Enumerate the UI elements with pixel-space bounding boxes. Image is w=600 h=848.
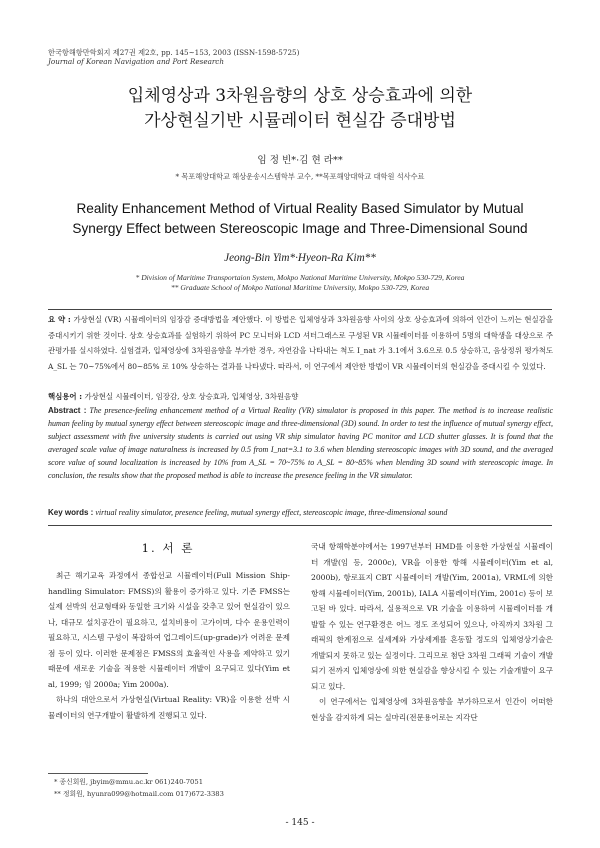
paragraph: 이 연구에서는 입체영상에 3차원음향을 부가하므로서 인간이 어떠한 현상을 감지하게 되는 실마리(전문용어로는 지각단 xyxy=(311,697,553,722)
affiliation-en-1: * Division of Maritime Transportaion System, Mokpo National Maritime University, Mokpo 530-729, Korea xyxy=(135,273,465,282)
keywords-ko-label: 핵심용어 : xyxy=(48,392,83,401)
abstract-en-text: The presence-feeling enhancement method of a Virtual Reality (VR) simulator is proposed in this paper. The method is to increase realistic human feeling by mutual synergy effect between stereoscopic image and three-dimensional (3D) sound. In order to test the influence of mutual synergy effect, subject assessment with five university students is carried out using VR ship simulator having PC monitor and LCD shutter glasses. It is found that the averaged scale value of image naturalness is increased by 0.5 from I_nat=3.1 to 3.6 when blending stereoscopic images with 3D sound, and the averaged score value of sound localization is increased by 10% from A_SL = 70~75% to A_SL = 80~85% when blending 3D sound with stereoscopic image. In conclusion, the results show that the proposed method is able to increase the presence feeling in the VR simulator. xyxy=(48,406,554,481)
abstract-ko xyxy=(48,312,553,374)
abstract-en xyxy=(48,404,553,483)
footnote-1: * 종신회원, jbyim@mmu.ac.kr 061)240-7051 xyxy=(54,778,204,786)
body-column-left xyxy=(48,568,290,723)
keywords-en-label: Key words : xyxy=(48,508,94,517)
title-en xyxy=(0,199,600,239)
authors-en: Jeong-Bin Yim*·Hyeon-Ra Kim** xyxy=(224,252,376,264)
journal-name-en: Journal of Korean Navigation and Port Research xyxy=(48,57,224,66)
affiliations-ko: * 목포해양대학교 해상운송시스템학부 교수, **목포해양대학교 대학원 석사수료 xyxy=(175,172,425,181)
paragraph: 최근 해기교육 과정에서 종합선교 시뮬레이터(Full Mission Ship-handling Simulator: FMSS)의 활용이 증가하고 있다. 기존 FMSS는 실제 선박의 선교형태와 동일한 크기와 시설을 갖추고 있어 현실감이 있으나, 대규모 설치공간이 필요하고, 설치비용이 고가이며, 다수 운용인력이 필요하고, 시스템 구성이 복잡하여 업그레이드(up-grade)가 어려운 문제점 등이 있다. 이러한 문제점은 FMSS의 효율적인 사용을 제약하고 있기 때문에 새로운 기술을 적용한 시뮬레이터 개발이 요구되고 있다(Yim et al, 1999; 임 2000a; Yim 2000a). xyxy=(48,571,290,689)
keywords-en xyxy=(48,508,553,517)
abstract-ko-text: 가상현실 (VR) 시뮬레이터의 임장감 증대방법을 제안했다. 이 방법은 입체영상과 3차원음향 사이의 상호 상승효과에 의하여 인간이 느끼는 현실감을 증대시키기 위한 것이다. 상호 상승효과를 실험하기 위하여 PC 모니터와 LCD 셔터그래스로 구성된 VR 시뮬레이터를 이용하여 5명의 대학생을 대상으로 주관평가를 실시하였다. 실험결과, 입체영상에 3차원음향을 부가한 경우, 자연감을 나타내는 척도 I_nat 가 3.1에서 3.6으로 0.5 상승하고, 음상정위 평가척도 A_SL 는 70~75%에서 80~85% 로 10% 상승하는 결과를 나타냈다. 따라서, 이 연구에서 제안한 방법이 VR 시뮬레이터의 현실감을 증대시킬 수 있었다. xyxy=(48,315,553,371)
title-ko-line2: 가상현실기반 시뮬레이터 현실감 증대방법 xyxy=(144,111,456,131)
divider-bottom xyxy=(48,525,552,526)
keywords-en-text: virtual reality simulator, presence feeling, mutual synergy effect, stereoscopic image, three-dimensional sound xyxy=(95,508,448,517)
journal-citation: 한국항해항만학회지 제27권 제2호, pp. 145~153, 2003 (ISSN-1598-5725) xyxy=(48,48,300,57)
title-en-line2: Synergy Effect between Stereoscopic Image and Three-Dimensional Sound xyxy=(72,221,528,236)
authors-ko: 임 정 빈*·김 현 라** xyxy=(257,155,343,166)
divider-top xyxy=(48,309,552,310)
abstract-en-label: Abstract : xyxy=(48,406,87,415)
page-number: - 145 - xyxy=(285,818,315,828)
section-heading-introduction: 1. 서 론 xyxy=(141,541,195,555)
footnote-rule xyxy=(48,773,148,774)
body-column-right xyxy=(311,539,553,725)
affiliation-en-2: ** Graduate School of Mokpo National Maritime University, Mokpo 530-729, Korea xyxy=(170,283,430,292)
title-ko-line1: 입체영상과 3차원음향의 상호 상승효과에 의한 xyxy=(127,86,473,106)
keywords-ko-text: 가상현실 시뮬레이터, 임장감, 상호 상승효과, 입체영상, 3차원음향 xyxy=(84,392,299,401)
title-ko xyxy=(0,84,600,134)
paragraph: 국내 항해학분야에서는 1997년부터 HMD를 이용한 가상현실 시뮬레이터 개발(임 등, 2000c), VR을 이용한 항해 시뮬레이터(Yim et al, 2000b), 항로표지 CBT 시뮬레이터 개발(Yim, 2001a), VRML에 의한 항해 시뮬레이터(Yim, 2001b), IALA 시뮬레이터(Yim, 2001c) 등이 보고된 바 있다. 따라서, 실용적으로 VR 기술을 이용하여 시뮬레이터를 개발할 수 있는 연구환경은 어느 정도 조성되어 있으나, 아직까지 3차원 그래픽의 한계점으로 실세계와 가상세계를 혼동할 정도의 입체영상기술은 개발되지 못하고 있는 실정이다. 그리므로 첨단 3차원 그래픽 기술이 개발되기 전까지 입체영상에 의한 현실감을 향상시킬 수 있는 기술개발이 요구되고 있다. xyxy=(311,542,553,691)
keywords-ko xyxy=(48,391,553,402)
paragraph: 하나의 대안으로서 가상현실(Virtual Reality: VR)을 이용한 선박 시뮬레이터의 연구개발이 활발하게 진행되고 있다. xyxy=(48,695,290,720)
title-en-line1: Reality Enhancement Method of Virtual Reality Based Simulator by Mutual xyxy=(76,201,524,216)
affiliations-en xyxy=(0,273,600,293)
footnote-2: ** 정회원, hyunra099@hotmail.com 017)672-3383 xyxy=(54,790,224,798)
abstract-ko-label: 요 약 : xyxy=(48,315,71,324)
